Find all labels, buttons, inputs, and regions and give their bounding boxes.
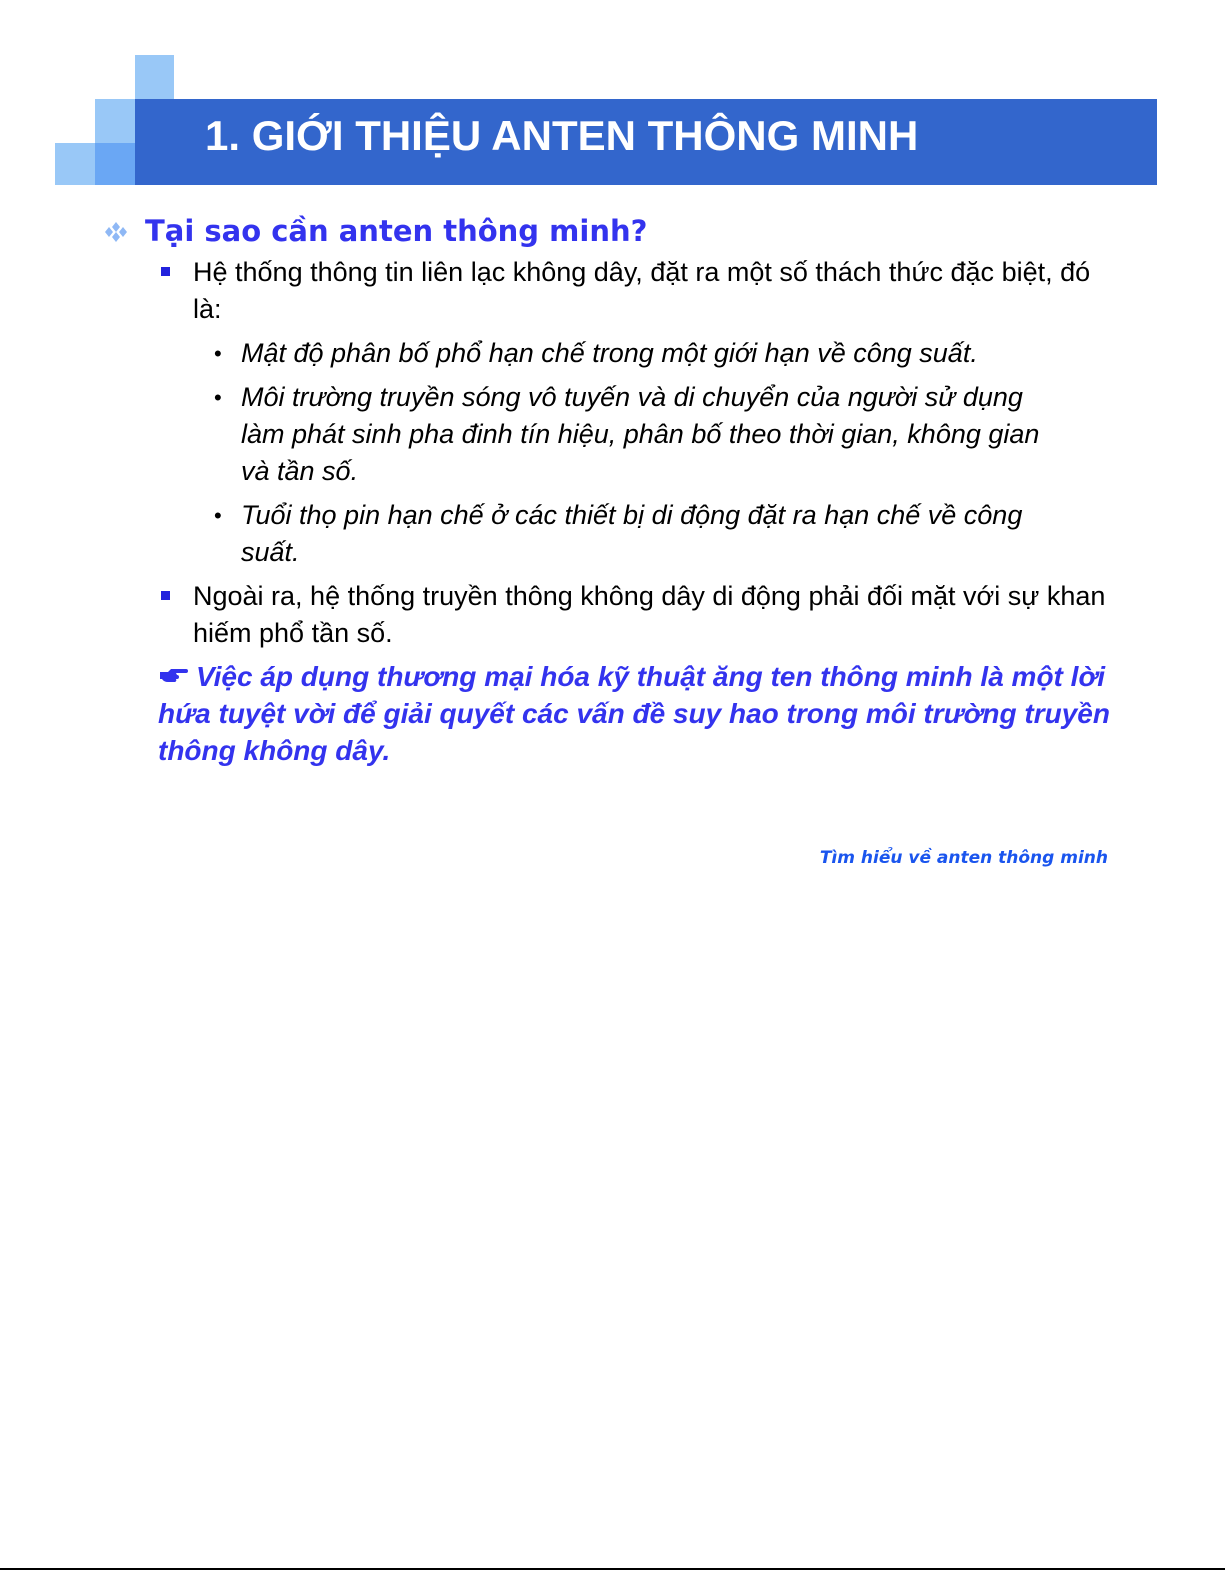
sub-list-item — [214, 497, 1071, 571]
conclusion-text-block — [158, 658, 1118, 769]
square-bullet-icon — [161, 591, 170, 600]
sub-list-item — [214, 335, 1071, 372]
decor-square — [135, 55, 174, 99]
square-bullet-icon — [161, 267, 170, 276]
sub-bullet-text: Mật độ phân bố phổ hạn chế trong một giới hạn về công suất. — [241, 338, 978, 368]
pointing-hand-icon — [158, 666, 188, 684]
slide-content — [100, 208, 1120, 769]
dot-bullet-icon: • — [214, 341, 222, 366]
footer-text: Tìm hiểu về anten thông minh — [819, 848, 1108, 868]
bullet-text: Ngoài ra, hệ thống truyền thông không dây di động phải đối mặt với sự khan hiếm phổ tần số. — [193, 581, 1106, 648]
decor-square — [95, 99, 135, 143]
dot-bullet-icon: • — [214, 503, 222, 528]
sub-bullet-text: Tuổi thọ pin hạn chế ở các thiết bị di động đặt ra hạn chế về công suất. — [241, 500, 1023, 567]
sub-bullet-text: Môi trường truyền sóng vô tuyến và di chuyển của người sử dụng làm phát sinh pha đinh tín hiệu, phân bố theo thời gian, không gian và tần số. — [241, 382, 1040, 486]
conclusion-text: Việc áp dụng thương mại hóa kỹ thuật ăng ten thông minh là một lời hứa tuyệt vời để giải quyết các vấn đề suy hao trong môi trường truyền thông không dây. — [158, 661, 1110, 766]
diamond-cluster-icon — [104, 222, 128, 242]
dot-bullet-icon: • — [214, 385, 222, 410]
page-title: 1. GIỚI THIỆU ANTEN THÔNG MINH — [205, 112, 919, 159]
question-text: Tại sao cần anten thông minh? — [145, 214, 648, 248]
sub-list-item — [214, 379, 1071, 490]
list-item — [159, 254, 1120, 328]
decor-square — [95, 143, 135, 185]
list-item — [159, 578, 1120, 652]
question-heading — [100, 208, 1120, 254]
page-divider — [0, 1568, 1225, 1570]
decor-square — [55, 143, 95, 185]
bullet-text: Hệ thống thông tin liên lạc không dây, đặt ra một số thách thức đặc biệt, đó là: — [193, 257, 1091, 324]
